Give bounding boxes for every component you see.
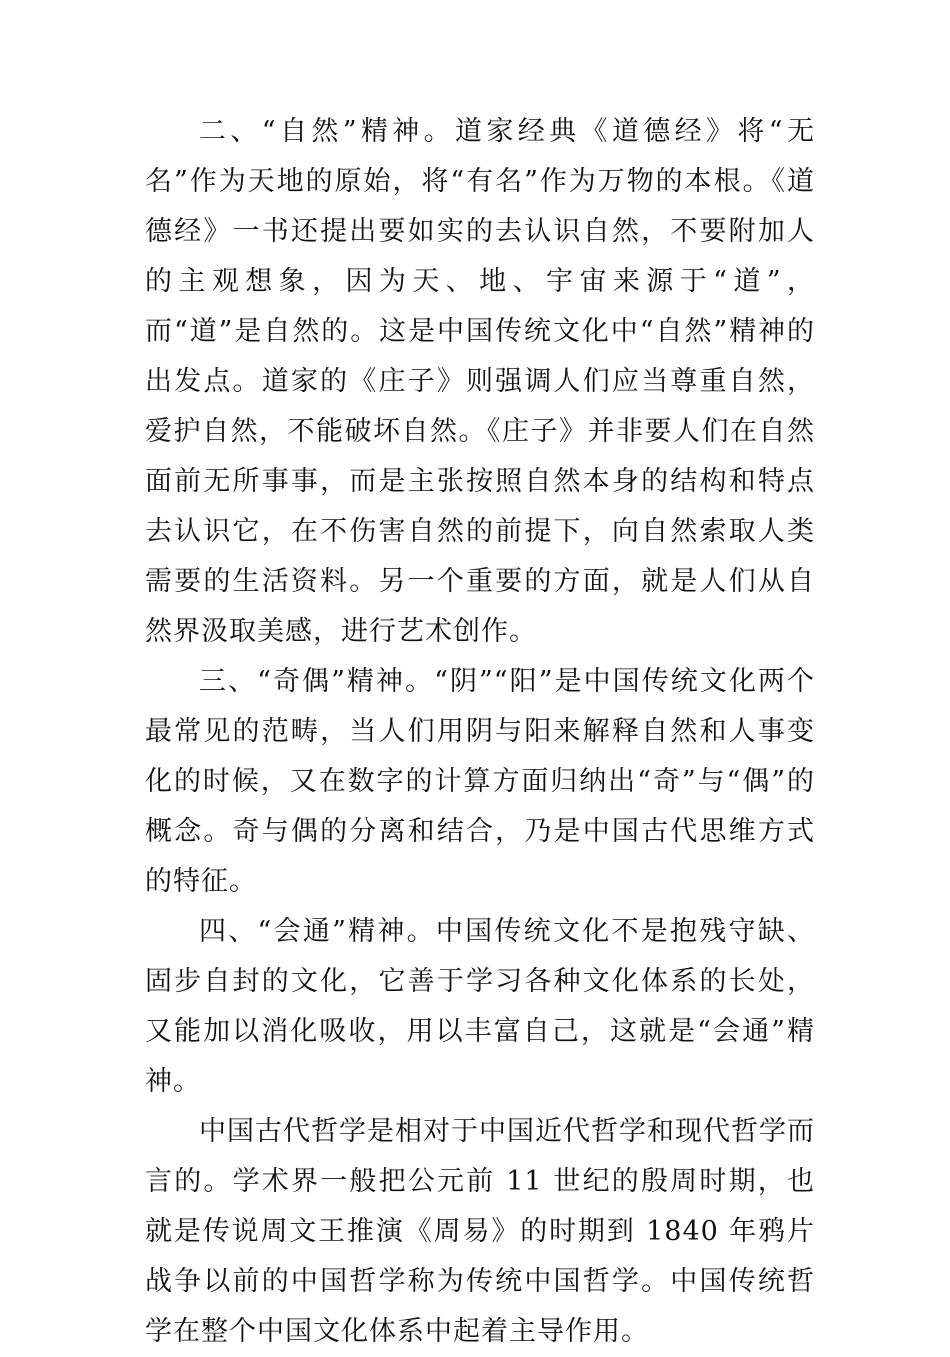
paragraph-jiou: 三、“奇偶”精神。“阴”“阳”是中国传统文化两个最常见的范畴，当人们用阴与阳来解释自然和人事变化的时候，又在数字的计算方面归纳出“奇”与“偶”的概念。奇与偶的分离和结合，乃是中国古代思维方式的特征。: [145, 666, 815, 897]
paragraph-ancient-philosophy: 中国古代哲学是相对于中国近代哲学和现代哲学而言的。学术界一般把公元前 11 世纪的殷周时期，也就是传说周文王推演《周易》的时期到 1840 年鸦片战争以前的中国哲学称为传统中国哲学。中国传统哲学在整个中国文化体系中起着主导作用。: [145, 1116, 815, 1347]
paragraph-ziran: 二、“自然”精神。道家经典《道德经》将“无名”作为天地的原始，将“有名”作为万物的本根。《道德经》一书还提出要如实的去认识自然，不要附加人的主观想象，因为天、地、宇宙来源于“道”，而“道”是自然的。这是中国传统文化中“自然”精神的出发点。道家的《庄子》则强调人们应当尊重自然，爱护自然，不能破坏自然。《庄子》并非要人们在自然面前无所事事，而是主张按照自然本身的结构和特点去认识它，在不伤害自然的前提下，向自然索取人类需要的生活资料。另一个重要的方面，就是人们从自然界汲取美感，进行艺术创作。: [145, 116, 815, 647]
paragraph-huitong: 四、“会通”精神。中国传统文化不是抱残守缺、固步自封的文化，它善于学习各种文化体系的长处，又能加以消化吸收，用以丰富自己，这就是“会通”精神。: [145, 916, 815, 1097]
document-body: [145, 107, 815, 1357]
